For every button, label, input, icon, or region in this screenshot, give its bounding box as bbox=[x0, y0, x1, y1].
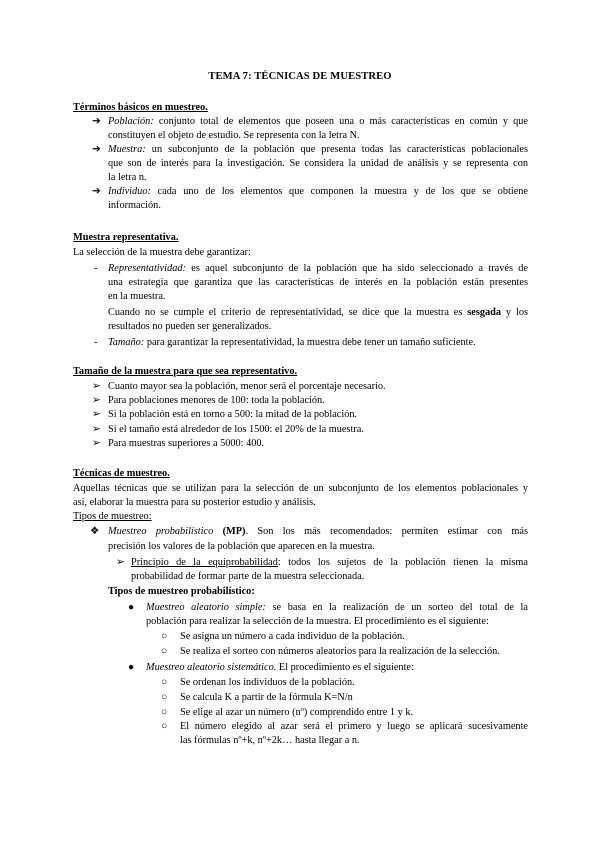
list-item: Si la población está en torno a 500: la mitad de la población. bbox=[108, 409, 358, 420]
list-item: Para poblaciones menores de 100: toda la población. bbox=[108, 395, 325, 406]
tecnicas-intro-line2: así, elaborar la muestra para su posterior estudio y análisis. bbox=[73, 497, 316, 508]
list-item: Se calcula K a partir de la fórmula K=N/n bbox=[180, 692, 353, 703]
term-muestra-line2: que son de interés para la investigación. Se considera la unidad de análisis y se representa con bbox=[108, 158, 528, 169]
list-item: Cuanto mayor sea la población, menor será el porcentaje necesario. bbox=[108, 381, 386, 392]
section-heading-terms: Términos básicos en muestreo. bbox=[73, 102, 208, 113]
principio-equiprobabilidad: Principio de la equiprobabilidad: todos los sujetos de la población tienen la misma bbox=[131, 557, 528, 568]
section-heading-representativa: Muestra representativa. bbox=[73, 232, 179, 243]
principio-equiprobabilidad-line2: probabilidad de formar parte de la muestra seleccionada. bbox=[131, 571, 365, 582]
arrow-bullet-icon: ➔ bbox=[92, 144, 101, 155]
arrowhead-bullet-icon: ➢ bbox=[92, 381, 101, 392]
term-poblacion-line2: constituyen el objeto de estudio. Se representa con la letra N. bbox=[108, 130, 360, 141]
list-item: Se ordenan los individuos de la población. bbox=[180, 677, 355, 688]
tecnicas-intro: Aquellas técnicas que se utilizan para la selección de un subconjunto de los elementos poblacionales y bbox=[73, 483, 528, 494]
section-heading-tamano: Tamaño de la muestra para que sea representativo. bbox=[73, 366, 298, 377]
list-item-continuation: las fórmulas nº+k, nº+2k… hasta llegar a n. bbox=[180, 735, 360, 746]
arrowhead-bullet-icon: ➢ bbox=[116, 557, 125, 568]
tipos-probabilistico-title: Tipos de muestreo probabilístico: bbox=[108, 586, 255, 597]
circle-bullet-icon: ○ bbox=[161, 677, 168, 688]
list-item: El número elegido al azar será el primero y luego se aplicará sucesivamente bbox=[180, 721, 528, 732]
muestreo-aleatorio-simple: Muestreo aleatorio simple: se basa en la realización de un sorteo del total de la bbox=[146, 602, 528, 613]
arrow-bullet-icon: ➔ bbox=[92, 116, 101, 127]
section-heading-tecnicas: Técnicas de muestreo. bbox=[73, 468, 170, 479]
circle-bullet-icon: ○ bbox=[161, 692, 168, 703]
diamond-bullet-icon: ❖ bbox=[90, 526, 100, 537]
list-item: Se realiza el sorteo con números aleatorios para la realización de la selección. bbox=[180, 646, 500, 657]
muestreo-probabilistico: Muestreo probabilístico (MP). Son los más recomendados: permiten estimar con más bbox=[108, 526, 529, 537]
circle-bullet-icon: ○ bbox=[161, 721, 168, 732]
def-representatividad-line3: en la muestra. bbox=[108, 291, 166, 302]
def-representatividad: Representatividad: es aquel subconjunto de la población que ha sido seleccionado a través de bbox=[108, 263, 528, 274]
circle-bullet-icon: ○ bbox=[161, 707, 168, 718]
muestreo-probabilistico-line2: precisión los valores de la población que aparecen en la muestra. bbox=[108, 541, 375, 552]
def-representatividad-line4: Cuando no se cumple el criterio de representatividad, se dice que la muestra es sesgada y los bbox=[108, 307, 528, 318]
muestreo-aleatorio-sistematico: Muestreo aleatorio sistemático. El procedimiento es el siguiente: bbox=[146, 662, 414, 673]
def-representatividad-line5: resultados no pueden ser generalizados. bbox=[108, 321, 272, 332]
list-item: Si el tamaño está alrededor de los 1500: el 20% de la muestra. bbox=[108, 424, 364, 435]
list-item: Para muestras superiores a 5000: 400. bbox=[108, 438, 265, 449]
term-individuo-line2: información. bbox=[108, 200, 161, 211]
arrowhead-bullet-icon: ➢ bbox=[92, 438, 101, 449]
page-title: TEMA 7: TÉCNICAS DE MUESTREO bbox=[208, 71, 392, 82]
def-tamano: Tamaño: para garantizar la representatividad, la muestra debe tener un tamaño suficiente. bbox=[108, 337, 476, 348]
arrow-bullet-icon: ➔ bbox=[92, 186, 101, 197]
term-muestra-line3: la letra n. bbox=[108, 172, 147, 183]
dash-bullet-icon: - bbox=[94, 337, 98, 348]
arrowhead-bullet-icon: ➢ bbox=[92, 409, 101, 420]
disc-bullet-icon: ● bbox=[128, 662, 135, 673]
term-muestra: Muestra: un subconjunto de la población que presenta todas las características poblacionales bbox=[108, 144, 528, 155]
section-intro: La selección de la muestra debe garantizar: bbox=[73, 247, 251, 258]
muestreo-aleatorio-simple-line2: población para realizar la selección de la muestra. El procedimiento es el siguiente: bbox=[146, 616, 489, 627]
arrowhead-bullet-icon: ➢ bbox=[92, 424, 101, 435]
term-poblacion: Población: conjunto total de elementos que poseen una o más características en común y que bbox=[108, 116, 528, 127]
dash-bullet-icon: - bbox=[94, 263, 98, 274]
list-item: Se elige al azar un número (nº) comprendido entre 1 y k. bbox=[180, 707, 414, 718]
def-representatividad-line2: una estrategia que garantiza que las características de interés en la población están presentes bbox=[108, 277, 528, 288]
term-individuo: Individuo: cada uno de los elementos que componen la muestra y de los que se obtiene bbox=[108, 186, 528, 197]
arrowhead-bullet-icon: ➢ bbox=[92, 395, 101, 406]
tipos-muestreo-label: Tipos de muestreo: bbox=[73, 511, 152, 522]
circle-bullet-icon: ○ bbox=[161, 631, 168, 642]
circle-bullet-icon: ○ bbox=[161, 646, 168, 657]
disc-bullet-icon: ● bbox=[128, 602, 135, 613]
list-item: Se asigna un número a cada individuo de la población. bbox=[180, 631, 405, 642]
